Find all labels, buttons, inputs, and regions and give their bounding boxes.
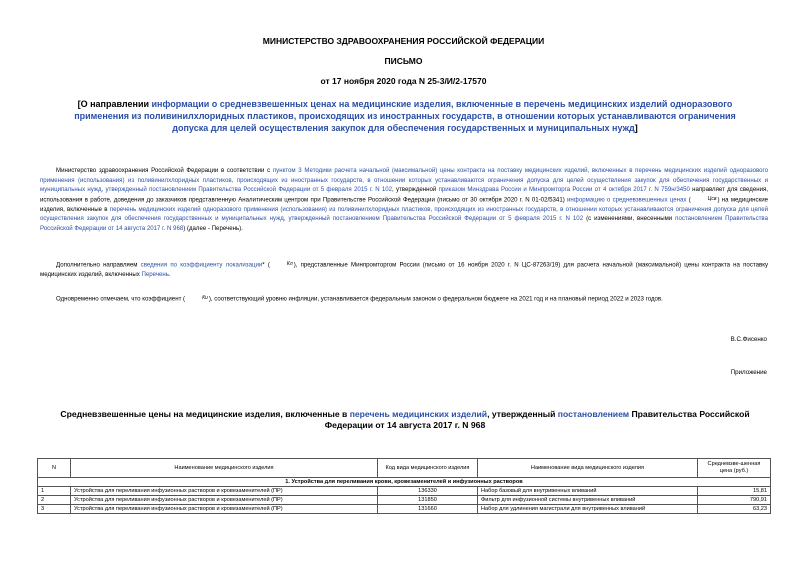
text: , утвержденной [392, 186, 439, 194]
table-section-row [38, 478, 771, 487]
cell-name: Устройства для переливания инфузионных растворов и кровезаменителей (ПР) [71, 496, 378, 505]
cell-kind: Фильтр для инфузионной системы внутривенных вливаний [478, 496, 698, 505]
paragraph-1: Министерство здравоохранения Российской Федерации в соответствии с пунктом 3 Методики расчета начальной (максимальной) цены контракта на поставку медицинских изделий, включенных в перечень медицинских изделий одноразового применения (использования) из поливинилхлоридных пластиков, происходящих из иностранных государств, в отношении которых устанавливаются ограничения допуска для целей осуществления закупок для обеспечения государственных и муниципальных нужд, утвержденный постановлением Правительства Российской Федерации от 5 февраля 2015 г. N 102, утвержденной приказом Минздрава России и Минпромторга России от 4 октября 2017 г. N 759н/3450 направляет для сведения, использования в работе, доведения до заказчиков представленную Аналитическим центром при Правительстве Российской Федерации (письмо от 30 октября 2020 г. N 01-02/5341) информацию о средневзвешенных ценах ( Цсв) на медицинские изделия, включенные в перечень медицинских изделий одноразового применения (использования) из поливинилхлоридных пластиков, происходящих из иностранных государств, в отношении которых устанавливаются ограничения допуска для целей осуществления закупок для обеспечения государственных и муниципальных нужд, утвержденный постановлением Правительства Российской Федерации от 5 февраля 2015 г. N 102 (с изменениями, внесенными постановлением Правительства Российской Федерации от 14 августа 2017 г. N 968) (далее - Перечень). [40, 167, 769, 232]
cell-n: 2 [38, 496, 71, 505]
cell-kind: Набор для удлинения магистрали для внутривенных вливаний [478, 505, 698, 514]
cell-price: 15,81 [698, 487, 771, 496]
section-title: 1. Устройства для переливания крови, кровезаменителей и инфузионных растворов [38, 478, 771, 487]
table-row [38, 496, 771, 505]
formula-csv: Цсв [707, 195, 717, 202]
cell-code: 131660 [378, 505, 478, 514]
link-methodology[interactable]: пунктом 3 Методики расчета начальной (максимальной) цены контракта на поставку медицинских изделий, включенных в перечень медицинских изделий одноразового применения (использования) из поливинилхлоридных пластиков, происходящих из иностранных государств, в отношении которых устанавливаются ограничения допуска для целей осуществления закупок для обеспечения государственных и муниципальных нужд, утвержденный постановлением Правительства Российской Федерации от 5 февраля 2015 г. N 102 [40, 167, 768, 194]
signature: В.С.Фисенко [730, 336, 767, 343]
link-localization[interactable]: сведения по коэффициенту локализации [140, 261, 263, 269]
title-link[interactable]: информации о средневзвешенных ценах на медицинские изделия, включенные в перечень медицинских изделий одноразового применения из поливинилхлоридных пластиков, происходящих из иностранных государств, в отношении которых устанавливаются ограничения допуска для целей осуществления закупок для обеспечения государственных и муниципальных нужд [74, 99, 736, 133]
cell-price: 790,91 [698, 496, 771, 505]
cell-name: Устройства для переливания инфузионных растворов и кровезаменителей (ПР) [71, 487, 378, 496]
document-title [55, 98, 755, 134]
cell-n: 1 [38, 487, 71, 496]
appendix-title [60, 409, 750, 431]
text: . [168, 271, 171, 278]
document-date-number: от 17 ноября 2020 года N 25-3/И/2-17570 [320, 76, 487, 86]
formula-ki: Ки [202, 295, 208, 301]
text: на медицинские изделия, включенные в [40, 196, 769, 213]
text: (с изменениями, внесенными [583, 215, 676, 223]
link-medical-list[interactable]: перечень медицинских изделий [349, 409, 488, 419]
title-open: [О направлении [77, 99, 152, 109]
paragraph-3 [40, 294, 768, 304]
ministry-name: МИНИСТЕРСТВО ЗДРАВООХРАНЕНИЯ РОССИЙСКОЙ ФЕДЕРАЦИИ [262, 36, 545, 46]
paragraph-2 [40, 260, 768, 280]
appendix-label: Приложение [730, 369, 767, 376]
cell-name: Устройства для переливания инфузионных растворов и кровезаменителей (ПР) [71, 505, 378, 514]
text: ), соответствующий уровню инфляции, устанавливается федеральным законом о федеральном бюджете на 2021 год и на плановый период 2022 и 2023 годов. [208, 295, 663, 303]
cell-code: 136330 [378, 487, 478, 496]
text: Средневзвешенные цены на медицинские изделия, включенные в [60, 409, 350, 419]
link-order[interactable]: приказом Минздрава России и Минпромторга России от 4 октября 2017 г. N 759н/3450 [438, 186, 690, 194]
header-name: Наименование медицинского изделия [71, 459, 378, 478]
price-table [37, 458, 771, 514]
text: * ( [262, 261, 270, 269]
document-type: ПИСЬМО [384, 56, 423, 66]
link-list-short[interactable]: Перечень [141, 271, 169, 278]
link-resolution[interactable]: постановлением [557, 409, 630, 419]
table-header-row [38, 459, 771, 478]
cell-n: 3 [38, 505, 71, 514]
header-price: Средневзве-шенная цена (руб.) [698, 459, 771, 478]
table-row [38, 487, 771, 496]
cell-kind: Набор базовый для внутривенных вливаний [478, 487, 698, 496]
text: ) (далее - Перечень). [183, 224, 243, 232]
header-n: N [38, 459, 71, 478]
table-row [38, 505, 771, 514]
formula-kl: Кл [286, 261, 293, 267]
text: ), представленные Минпромторгом России (письмо от 16 ноября 2020 г. N ЦС-87263/19) для расчета начальной (максимальной) цены контракта на поставку медицинских изделий, включенных [40, 261, 768, 278]
text: направляет для сведения, использования в работе, доведения до заказчиков представленную Аналитическим центром при Правительстве Российской Федерации (письмо от 30 октября 2020 г. N 01-02/5341) [40, 186, 768, 204]
cell-price: 63,23 [698, 505, 771, 514]
header-code: Код вида медицинского изделия [378, 459, 478, 478]
title-close: ] [634, 123, 638, 133]
cell-code: 131850 [378, 496, 478, 505]
link-price-info[interactable]: информацию о средневзвешенных ценах [567, 196, 687, 204]
text: Правительства Российской Федерации от 14 августа 2017 г. N 968 [324, 409, 750, 430]
text: Одновременно отмечаем, что коэффициент ( [56, 295, 186, 303]
header-kind: Наименование вида медицинского изделия [478, 459, 698, 478]
link-list[interactable]: перечень медицинских изделий одноразового применения (использования) из поливинилхлоридных пластиков, происходящих из иностранных государств, в отношении которых устанавливаются ограничения допуска для целей осуществления закупок для обеспечения государственных и муниципальных нужд, утвержденный постановлением Правительства Российской Федерации от 5 февраля 2015 г. N 102 [40, 205, 768, 223]
text: Дополнительно направляем [56, 261, 141, 269]
link-resolution-968[interactable]: постановлением Правительства Российской Федерации от 14 августа 2017 г. N 968 [40, 215, 768, 232]
text: Министерство здравоохранения Российской Федерации в соответствии с [56, 167, 273, 174]
text: , утвержденный [487, 409, 558, 419]
